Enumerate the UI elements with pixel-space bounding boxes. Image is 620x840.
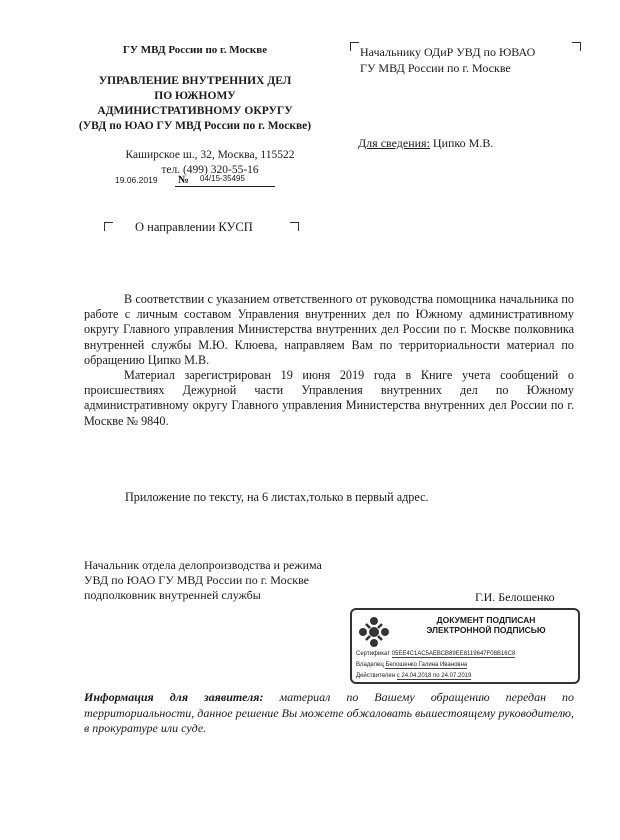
addressee-line: ГУ МВД России по г. Москве [360,61,511,75]
addressee-line: Начальнику ОДиР УВД по ЮВАО [360,45,536,59]
sender-department-line: УПРАВЛЕНИЕ ВНУТРЕННИХ ДЕЛ [98,75,292,87]
stamp-certificate-value: 05ЕЕ4С1АС5АЕВСВ89ЕЕ8119647F08В16С8 [391,651,516,657]
stamp-certificate-row [356,650,576,658]
sender-department [50,74,340,134]
stamp-certificate-label: Сертификат [356,651,390,657]
info-recipient [358,136,493,151]
stamp-validity-value: с 24.04.2018 по 24.07.2019 [396,673,472,679]
addressee [360,44,610,76]
stamp-validity-label: Действителен [356,673,396,679]
stamp-validity-row [356,672,576,680]
registration-underline [175,186,275,187]
signatory-line: подполковник внутренней службы [84,588,261,602]
applicant-info-text: материал по Вашему обращению передан по территориальности, данное решение Вы можете обжаловать вышестоящему руководителю, в прокуратуре или суде. [84,690,575,735]
subject: О направлении КУСП [135,220,253,234]
attachment-note: Приложение по тексту, на 6 листах,только в первый адрес. [125,490,429,504]
letter-body [84,292,574,429]
sender-address: Каширское ш., 32, Москва, 115522 [125,149,295,161]
body-paragraph: Материал зарегистрирован 19 июня 2019 года в Книге учета сообщений о происшествиях Дежурной части Управления внутренних дел по Южному административному округу Главного управления Министерства внутренних дел России по г. Москве № 9840. [84,368,574,428]
stamp-title-line: ЭЛЕКТРОННОЙ ПОДПИСЬЮ [426,625,546,635]
applicant-info-lead: Информация для заявителя: [84,690,264,704]
stamp-title [396,615,576,635]
sender-department-line: ПО ЮЖНОМУ [154,90,236,102]
signatory-line: Начальник отдела делопроизводства и режима [84,558,322,572]
info-name: Ципко М.В. [432,136,494,150]
signatory-title [84,558,384,603]
emblem-icon [356,614,392,650]
registration-number-sign: № [178,174,190,186]
addressee-corner-mark [350,42,359,51]
stamp-title-line: ДОКУМЕНТ ПОДПИСАН [436,615,536,625]
registration-number: 04/15-35495 [200,174,245,183]
applicant-info [84,690,574,737]
stamp-owner-row [356,661,576,669]
stamp-owner-label: Владелец [356,662,384,668]
subject-corner-mark [290,222,299,231]
sender-department-line: (УВД по ЮАО ГУ МВД России по г. Москве) [78,120,312,132]
subject-corner-mark [104,222,113,231]
electronic-signature-stamp [350,608,580,684]
signatory-line: УВД по ЮАО ГУ МВД России по г. Москве [84,573,310,587]
registration-date: 19.06.2019 [115,175,158,185]
stamp-owner-value: Белошенко Галина Ивановна [385,662,468,668]
sender-org: ГУ МВД России по г. Москве [122,44,268,56]
signatory-name: Г.И. Белошенко [475,590,555,604]
body-paragraph: В соответствии с указанием ответственного от руководства помощника начальника по работе с личным составом Управления внутренних дел по Южному административному округу Главного управления Министерства внутренних дел России по г. Москве полковника внутренней службы М.Ю. Клюева, направляем Вам по территориальности материал по обращению Ципко М.В. [84,292,574,367]
info-label: Для сведения: [358,136,430,150]
sender-department-line: АДМИНИСТРАТИВНОМУ ОКРУГУ [97,105,293,117]
sender-phone: тел. (499) 320-55-16 [161,164,259,176]
